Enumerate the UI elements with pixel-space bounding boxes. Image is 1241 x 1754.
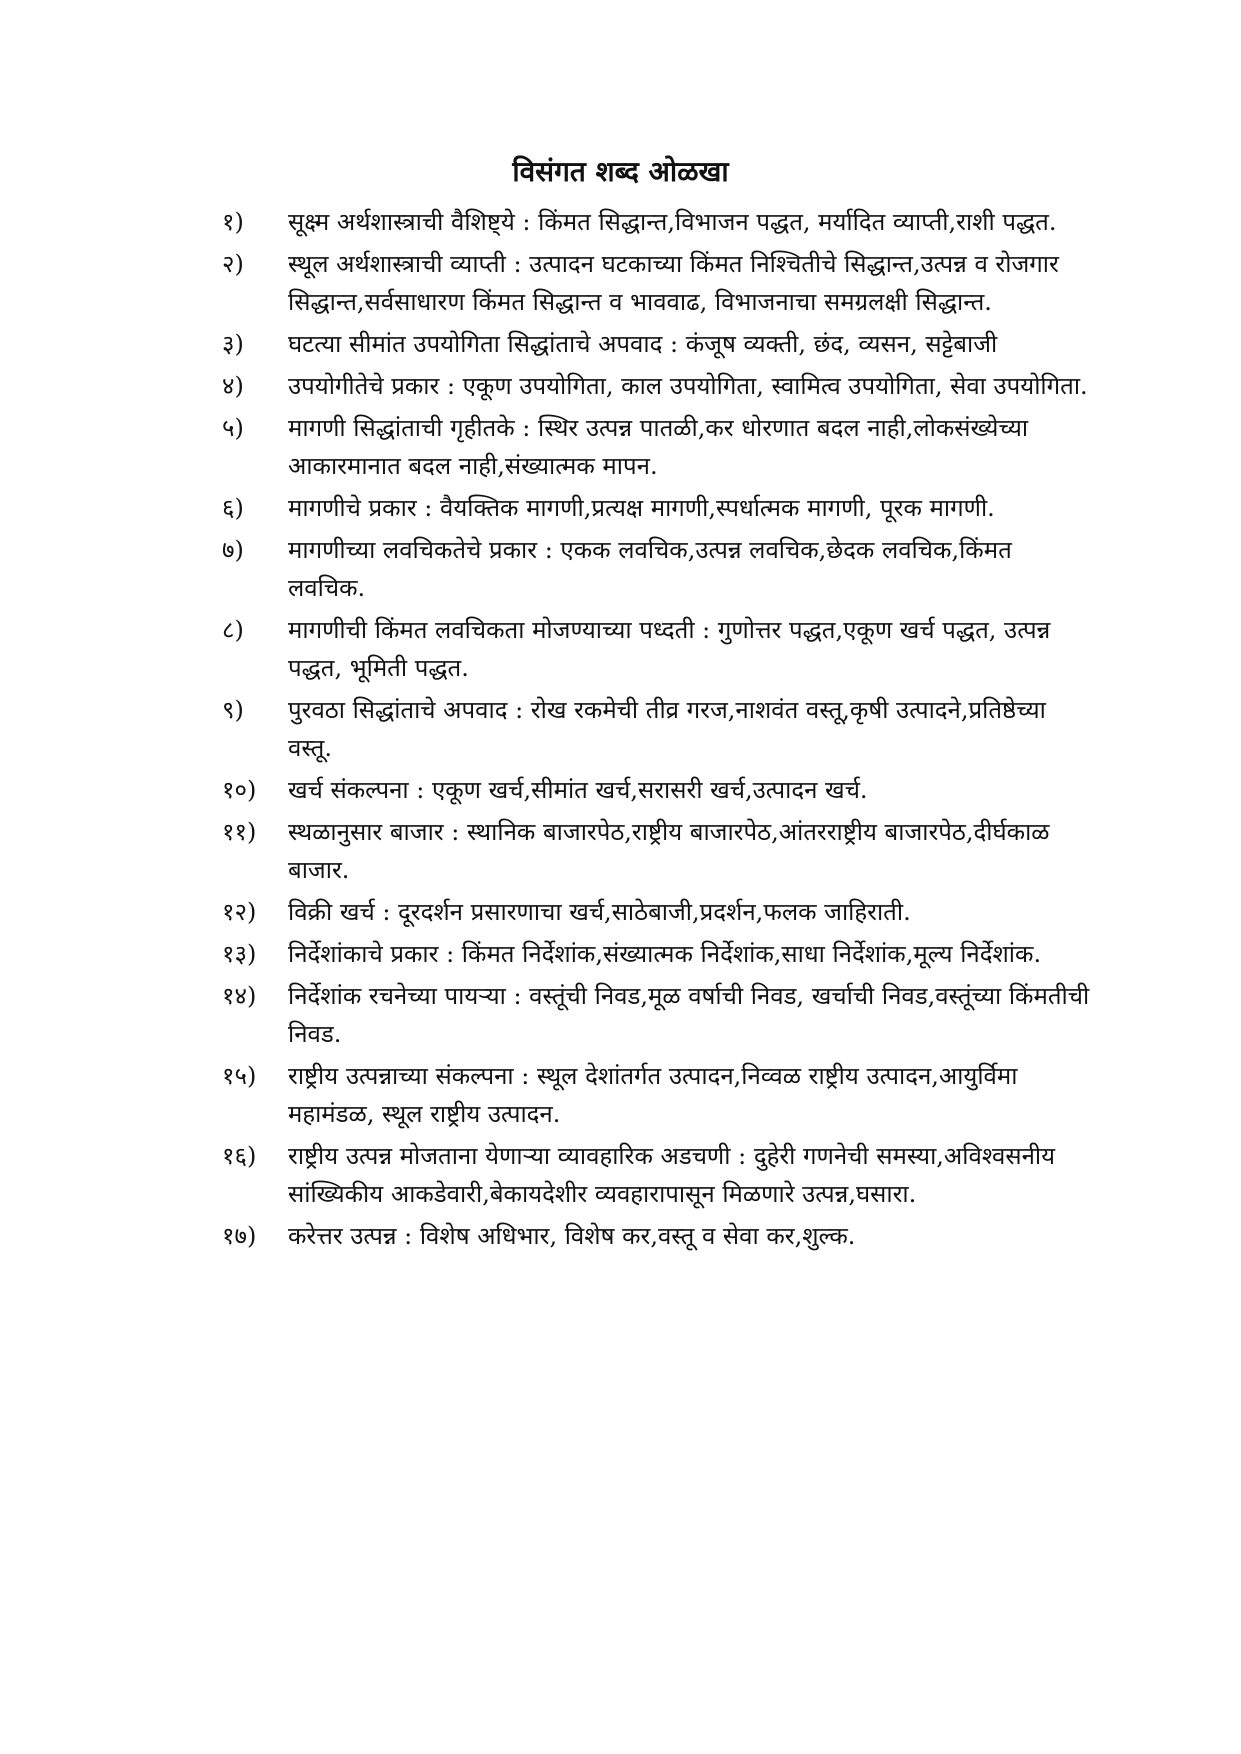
item-text: पुरवठा सिद्धांताचे अपवाद : रोख रकमेची तीव्र गरज,नाशवंत वस्तू,कृषी उत्पादने,प्रतिष्ठेच्या वस्तू. <box>288 696 1046 762</box>
item-text: सूक्ष्म अर्थशास्त्राची वैशिष्ट्ये : किंमत सिद्धान्त,विभाजन पद्धत, मर्यादित व्याप्ती,राशी पद्धत. <box>288 208 1057 236</box>
list-item <box>222 325 1092 363</box>
item-number: १६) <box>222 1142 257 1170</box>
list-item <box>222 771 1092 809</box>
item-text: निर्देशांकाचे प्रकार : किंमत निर्देशांक,संख्यात्मक निर्देशांक,साधा निर्देशांक,मूल्य निर्देशांक. <box>288 940 1042 968</box>
item-text: करेत्तर उत्पन्न : विशेष अधिभार, विशेष कर,वस्तू व सेवा कर,शुल्क. <box>288 1222 856 1250</box>
list-item <box>222 611 1092 687</box>
item-number: १७) <box>222 1222 257 1250</box>
item-number: ६) <box>222 494 244 522</box>
item-text: राष्ट्रीय उत्पन्न मोजताना येणाऱ्या व्यावहारिक अडचणी : दुहेरी गणनेची समस्या,अविश्वसनीय सांख्यिकीय आकडेवारी,बेकायदेशीर व्यवहारापासून मिळणारे उत्पन्न,घसारा. <box>288 1142 1056 1208</box>
list-item <box>222 1137 1092 1213</box>
item-number: १०) <box>222 776 257 804</box>
item-text: मागणीचे प्रकार : वैयक्तिक मागणी,प्रत्यक्ष मागणी,स्पर्धात्मक मागणी, पूरक मागणी. <box>288 494 995 522</box>
item-text: खर्च संकल्पना : एकूण खर्च,सीमांत खर्च,सरासरी खर्च,उत्पादन खर्च. <box>288 776 868 804</box>
item-text: मागणी सिद्धांताची गृहीतके : स्थिर उत्पन्न पातळी,कर धोरणात बदल नाही,लोकसंख्येच्या आकारमानात बदल नाही,संख्यात्मक मापन. <box>288 414 1029 480</box>
item-number: ८) <box>222 616 244 644</box>
item-number: ११) <box>222 818 257 846</box>
item-text: घटत्या सीमांत उपयोगिता सिद्धांताचे अपवाद : कंजूष व्यक्ती, छंद, व्यसन, सट्टेबाजी <box>288 330 998 358</box>
item-text: निर्देशांक रचनेच्या पायऱ्या : वस्तूंची निवड,मूळ वर्षाची निवड, खर्चाची निवड,वस्तूंच्या किंमतीची निवड. <box>288 982 1090 1048</box>
item-number: ९) <box>222 696 244 724</box>
question-list <box>222 203 1092 1259</box>
list-item <box>222 691 1092 767</box>
item-text: राष्ट्रीय उत्पन्नाच्या संकल्पना : स्थूल देशांतर्गत उत्पादन,निव्वळ राष्ट्रीय उत्पादन,आयुर्विमा महामंडळ, स्थूल राष्ट्रीय उत्पादन. <box>288 1062 1018 1128</box>
item-text: उपयोगीतेचे प्रकार : एकूण उपयोगिता, काल उपयोगिता, स्वामित्व उपयोगिता, सेवा उपयोगिता. <box>288 372 1088 400</box>
list-item <box>222 1217 1092 1255</box>
item-number: १४) <box>222 982 257 1010</box>
list-item <box>222 203 1092 241</box>
list-item <box>222 1057 1092 1133</box>
list-item <box>222 531 1092 607</box>
list-item <box>222 935 1092 973</box>
item-text: स्थूल अर्थशास्त्राची व्याप्ती : उत्पादन घटकाच्या किंमत निश्चितीचे सिद्धान्त,उत्पन्न व रोजगार सिद्धान्त,सर्वसाधारण किंमत सिद्धान्त व भाववाढ, विभाजनाचा समग्रलक्षी सिद्धान्त. <box>288 250 1059 316</box>
item-text: स्थळानुसार बाजार : स्थानिक बाजारपेठ,राष्ट्रीय बाजारपेठ,आंतरराष्ट्रीय बाजारपेठ,दीर्घकाळ बाजार. <box>288 818 1050 884</box>
item-number: १३) <box>222 940 257 968</box>
list-item <box>222 893 1092 931</box>
item-number: २) <box>222 250 244 278</box>
item-number: ५) <box>222 414 244 442</box>
item-text: विक्री खर्च : दूरदर्शन प्रसारणाचा खर्च,साठेबाजी,प्रदर्शन,फलक जाहिराती. <box>288 898 911 926</box>
item-number: १५) <box>222 1062 257 1090</box>
item-text: मागणीची किंमत लवचिकता मोजण्याच्या पध्दती : गुणोत्तर पद्धत,एकूण खर्च पद्धत, उत्पन्न पद्धत, भूमिती पद्धत. <box>288 616 1051 682</box>
item-number: १२) <box>222 898 257 926</box>
list-item <box>222 409 1092 485</box>
list-item <box>222 813 1092 889</box>
page-title: विसंगत शब्द ओळखा <box>512 155 729 188</box>
list-item <box>222 245 1092 321</box>
list-item <box>222 977 1092 1053</box>
item-number: १) <box>222 208 244 236</box>
list-item <box>222 489 1092 527</box>
item-number: ४) <box>222 372 244 400</box>
item-text: मागणीच्या लवचिकतेचे प्रकार : एकक लवचिक,उत्पन्न लवचिक,छेदक लवचिक,किंमत लवचिक. <box>288 536 1012 602</box>
list-item <box>222 367 1092 405</box>
item-number: ७) <box>222 536 244 564</box>
item-number: ३) <box>222 330 244 358</box>
